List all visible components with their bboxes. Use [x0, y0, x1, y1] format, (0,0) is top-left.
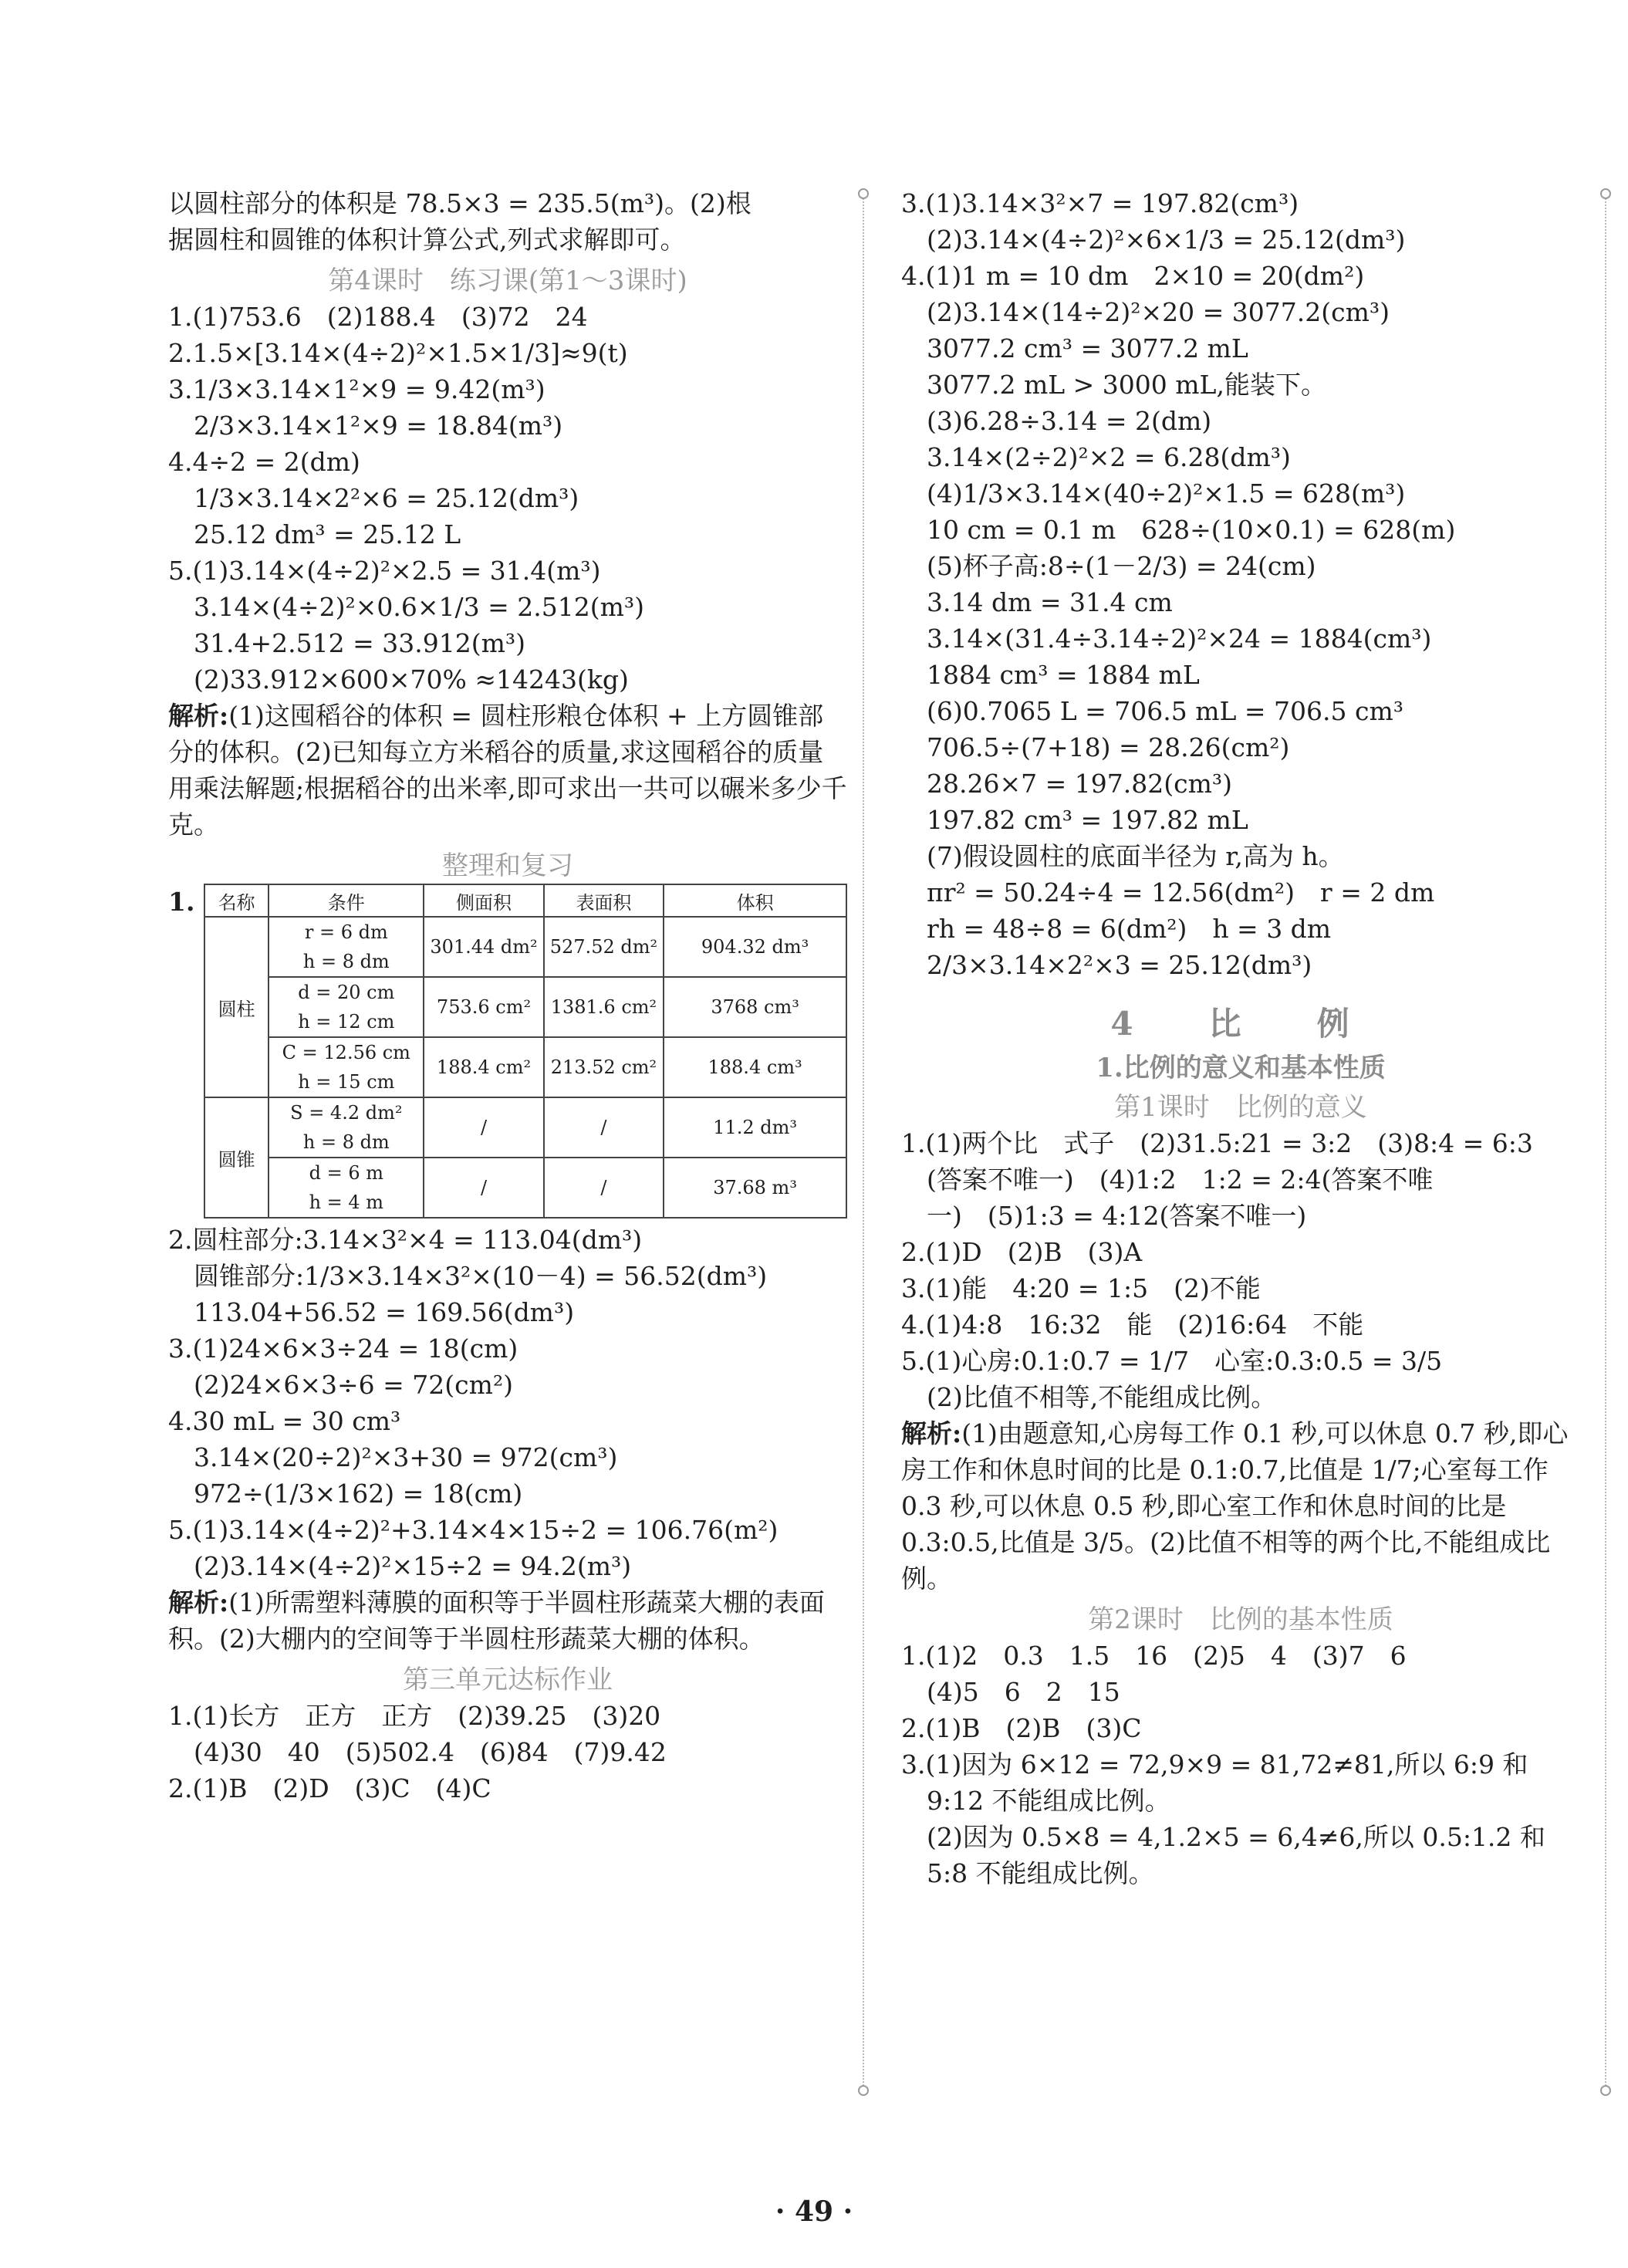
edge-dot-bottom — [1600, 2085, 1611, 2096]
text-line: 3.14×(31.4÷3.14÷2)²×24 = 1884(cm³) — [901, 624, 1432, 654]
page-number: · 49 · — [775, 2195, 853, 2228]
value-cell-side: / — [424, 1097, 543, 1158]
text-line: (2)33.912×600×70% ≈14243(kg) — [168, 664, 629, 695]
right-edge-divider — [1605, 193, 1606, 2091]
text-line: 3.14 dm = 31.4 cm — [901, 587, 1173, 617]
condition-line-2: h = 4 m — [309, 1191, 384, 1213]
value-cell-surf: / — [544, 1158, 664, 1218]
text-line: (4)5 6 2 15 — [901, 1677, 1120, 1707]
left-block-1 — [168, 185, 847, 258]
header-volume: 体积 — [664, 884, 846, 917]
text-line: (6)0.7065 L = 706.5 mL = 706.5 cm³ — [901, 696, 1404, 726]
table-question-number: 1. — [168, 887, 195, 917]
text-line: (5)杯子高:8÷(1－2/3) = 24(cm) — [901, 551, 1316, 581]
left-explanation-2 — [168, 1584, 847, 1657]
condition-line-2: h = 12 cm — [298, 1011, 395, 1033]
text-line: (2)3.14×(4÷2)²×6×1/3 = 25.12(dm³) — [901, 225, 1406, 255]
right-heading-lesson2: 第2课时 比例的基本性质 — [1088, 1604, 1393, 1635]
text-line: (4)30 40 (5)502.4 (6)84 (7)9.42 — [168, 1737, 667, 1767]
value-cell-surf: 213.52 cm² — [544, 1037, 664, 1097]
condition-cell — [269, 917, 424, 977]
text-line: (4)1/3×3.14×(40÷2)²×1.5 = 628(m³) — [901, 478, 1406, 509]
text-line: (答案不唯一) (4)1:2 1:2 = 2:4(答案不唯 — [901, 1164, 1434, 1195]
condition-line-1: d = 6 m — [309, 1162, 383, 1184]
text-line: 据圆柱和圆锥的体积计算公式,列式求解即可。 — [168, 225, 686, 255]
value-cell-vol: 37.68 m³ — [664, 1158, 846, 1218]
review-table — [204, 884, 847, 1219]
condition-cell — [269, 977, 424, 1037]
text-line: 3.(1)24×6×3÷24 = 18(cm) — [168, 1333, 518, 1364]
value-cell-side: 301.44 dm² — [424, 917, 543, 977]
value-cell-vol: 904.32 dm³ — [664, 917, 846, 977]
value-cell-surf: 527.52 dm² — [544, 917, 664, 977]
left-explanation-1 — [168, 698, 847, 843]
condition-line-1: S = 4.2 dm² — [290, 1102, 403, 1124]
text-line: 10 cm = 0.1 m 628÷(10×0.1) = 628(m) — [901, 515, 1456, 545]
header-condition: 条件 — [269, 884, 424, 917]
text-line: 2/3×3.14×1²×9 = 18.84(m³) — [168, 411, 563, 441]
explanation-label: 解析: — [168, 701, 229, 731]
left-block-4 — [168, 1698, 847, 1807]
left-block-2 — [168, 299, 847, 698]
text-line: 一) (5)1:3 = 4:12(答案不唯一) — [901, 1201, 1307, 1231]
text-line: 3.(1)能 4:20 = 1:5 (2)不能 — [901, 1273, 1261, 1303]
text-line: 2.(1)D (2)B (3)A — [901, 1237, 1143, 1267]
text-line: 1884 cm³ = 1884 mL — [901, 660, 1200, 690]
text-line: 2.(1)B (2)B (3)C — [901, 1713, 1142, 1743]
value-cell-vol: 3768 cm³ — [664, 977, 846, 1037]
text-line: 5.(1)心房:0.1:0.7 = 1/7 心室:0.3:0.5 = 3/5 — [901, 1346, 1443, 1376]
text-line: 1.(1)753.6 (2)188.4 (3)72 24 — [168, 302, 588, 332]
section-subtitle: 1.比例的意义和基本性质 — [1096, 1053, 1386, 1083]
text-line: (3)6.28÷3.14 = 2(dm) — [901, 406, 1212, 436]
text-line: 9:12 不能组成比例。 — [901, 1786, 1170, 1816]
text-line: 3077.2 cm³ = 3077.2 mL — [901, 333, 1248, 363]
text-line: 113.04+56.52 = 169.56(dm³) — [168, 1297, 575, 1327]
text-line: 3.(1)3.14×3²×7 = 197.82(cm³) — [901, 188, 1299, 218]
text-line: 4.30 mL = 30 cm³ — [168, 1406, 401, 1436]
explanation-label: 解析: — [168, 1587, 229, 1617]
header-side-area: 侧面积 — [424, 884, 543, 917]
text-line: (2)24×6×3÷6 = 72(cm²) — [168, 1370, 514, 1400]
text-line: 3.14×(2÷2)²×2 = 6.28(dm³) — [901, 442, 1291, 472]
left-heading-review: 整理和复习 — [442, 850, 573, 881]
text-line: 197.82 cm³ = 197.82 mL — [901, 805, 1248, 835]
text-line: 以圆柱部分的体积是 78.5×3 = 235.5(m³)。(2)根 — [168, 188, 752, 218]
text-line: (2)因为 0.5×8 = 4,1.2×5 = 6,4≠6,所以 0.5:1.2 和 — [901, 1822, 1545, 1852]
condition-cell — [269, 1097, 424, 1158]
text-line: 2.1.5×[3.14×(4÷2)²×1.5×1/3]≈9(t) — [168, 338, 628, 368]
table-row — [204, 1037, 846, 1097]
left-heading-lesson4: 第4课时 练习课(第1～3课时) — [328, 265, 687, 296]
table-row — [204, 917, 846, 977]
text-line: (2)3.14×(4÷2)²×15÷2 = 94.2(m³) — [168, 1551, 632, 1581]
condition-line-1: d = 20 cm — [298, 982, 395, 1003]
text-line: (2)比值不相等,不能组成比例。 — [901, 1382, 1277, 1412]
table-header-row — [204, 884, 846, 917]
column-divider — [863, 193, 864, 2091]
text-line: 25.12 dm³ = 25.12 L — [168, 519, 461, 549]
right-column — [901, 185, 1580, 1891]
text-line: 4.(1)4:8 16:32 能 (2)16:64 不能 — [901, 1310, 1364, 1340]
text-line: 5:8 不能组成比例。 — [901, 1858, 1154, 1888]
header-surface-area: 表面积 — [544, 884, 664, 917]
text-line: 972÷(1/3×162) = 18(cm) — [168, 1479, 523, 1509]
divider-dot-bottom — [858, 2085, 869, 2096]
right-block-2 — [901, 1125, 1580, 1415]
right-explanation — [901, 1415, 1580, 1597]
edge-dot-top — [1600, 188, 1611, 199]
text-line: 1.(1)2 0.3 1.5 16 (2)5 4 (3)7 6 — [901, 1641, 1407, 1671]
text-line: 1/3×3.14×2²×6 = 25.12(dm³) — [168, 483, 579, 513]
text-line: 1.(1)长方 正方 正方 (2)39.25 (3)20 — [168, 1701, 661, 1731]
text-line: 2/3×3.14×2²×3 = 25.12(dm³) — [901, 950, 1312, 980]
chapter-title: 4 比 例 — [1110, 1005, 1371, 1043]
value-cell-side: 188.4 cm² — [424, 1037, 543, 1097]
condition-line-2: h = 8 dm — [302, 951, 390, 972]
group-cone: 圆锥 — [204, 1097, 269, 1218]
text-line: 圆锥部分:1/3×3.14×3²×(10－4) = 56.52(dm³) — [168, 1261, 768, 1291]
divider-dot-top — [858, 188, 869, 199]
text-line: 31.4+2.512 = 33.912(m³) — [168, 628, 525, 658]
text-line: 28.26×7 = 197.82(cm³) — [901, 769, 1232, 799]
text-line: 3.1/3×3.14×1²×9 = 9.42(m³) — [168, 374, 545, 404]
condition-cell — [269, 1158, 424, 1218]
condition-line-1: r = 6 dm — [304, 921, 388, 943]
value-cell-side: / — [424, 1158, 543, 1218]
explanation-label: 解析: — [901, 1418, 962, 1448]
text-line: (2)3.14×(14÷2)²×20 = 3077.2(cm³) — [901, 297, 1390, 327]
right-block-3 — [901, 1638, 1580, 1891]
text-line: 1.(1)两个比 式子 (2)31.5:21 = 3:2 (3)8:4 = 6:3 — [901, 1128, 1533, 1158]
text-line: (7)假设圆柱的底面半径为 r,高为 h。 — [901, 841, 1344, 871]
table-row — [204, 1097, 846, 1158]
table-row — [204, 1158, 846, 1218]
condition-line-2: h = 15 cm — [298, 1071, 395, 1093]
condition-line-2: h = 8 dm — [302, 1131, 390, 1153]
text-line: rh = 48÷8 = 6(dm²) h = 3 dm — [901, 914, 1332, 944]
value-cell-side: 753.6 cm² — [424, 977, 543, 1037]
condition-cell — [269, 1037, 424, 1097]
text-line: 3.(1)因为 6×12 = 72,9×9 = 81,72≠81,所以 6:9 和 — [901, 1749, 1528, 1780]
value-cell-vol: 188.4 cm³ — [664, 1037, 846, 1097]
review-table-block — [168, 884, 847, 1222]
explanation-text: (1)由题意知,心房每工作 0.1 秒,可以休息 0.7 秒,即心房工作和休息时间的比是 0.1:0.7,比值是 1/7;心室每工作 0.3 秒,可以休息 0.5 秒,即心室工作和休息时间的比是 0.3:0.5,比值是 3/5。(2)比值不相等的两个比,不能组成比例。 — [901, 1418, 1569, 1594]
header-name: 名称 — [204, 884, 269, 917]
text-line: 5.(1)3.14×(4÷2)²+3.14×4×15÷2 = 106.76(m²) — [168, 1515, 779, 1545]
text-line: 2.(1)B (2)D (3)C (4)C — [168, 1773, 491, 1803]
right-heading-lesson1: 第1课时 比例的意义 — [1114, 1092, 1367, 1123]
right-block-1 — [901, 185, 1580, 983]
table-row — [204, 977, 846, 1037]
value-cell-surf: / — [544, 1097, 664, 1158]
text-line: 5.(1)3.14×(4÷2)²×2.5 = 31.4(m³) — [168, 556, 601, 586]
text-line: 2.圆柱部分:3.14×3²×4 = 113.04(dm³) — [168, 1225, 643, 1255]
group-cylinder: 圆柱 — [204, 917, 269, 1097]
text-line: 706.5÷(7+18) = 28.26(cm²) — [901, 732, 1290, 762]
text-line: 3.14×(20÷2)²×3+30 = 972(cm³) — [168, 1442, 618, 1472]
text-line: πr² = 50.24÷4 = 12.56(dm²) r = 2 dm — [901, 877, 1435, 908]
left-block-3 — [168, 1222, 847, 1584]
text-line: 4.(1)1 m = 10 dm 2×10 = 20(dm²) — [901, 261, 1365, 291]
text-line: 3077.2 mL > 3000 mL,能装下。 — [901, 370, 1326, 400]
text-line: 3.14×(4÷2)²×0.6×1/3 = 2.512(m³) — [168, 592, 645, 622]
value-cell-vol: 11.2 dm³ — [664, 1097, 846, 1158]
explanation-text: (1)这囤稻谷的体积 = 圆柱形粮仓体积 + 上方圆锥部分的体积。(2)已知每立方米稻谷的质量,求这囤稻谷的质量用乘法解题;根据稻谷的出米率,即可求出一共可以碾米多少千克。 — [168, 701, 847, 840]
condition-line-1: C = 12.56 cm — [282, 1042, 410, 1063]
left-heading-unit3: 第三单元达标作业 — [403, 1665, 613, 1695]
value-cell-surf: 1381.6 cm² — [544, 977, 664, 1037]
left-column — [168, 185, 847, 1807]
text-line: 4.4÷2 = 2(dm) — [168, 447, 360, 477]
explanation-text: (1)所需塑料薄膜的面积等于半圆柱形蔬菜大棚的表面积。(2)大棚内的空间等于半圆柱形蔬菜大棚的体积。 — [168, 1587, 825, 1654]
